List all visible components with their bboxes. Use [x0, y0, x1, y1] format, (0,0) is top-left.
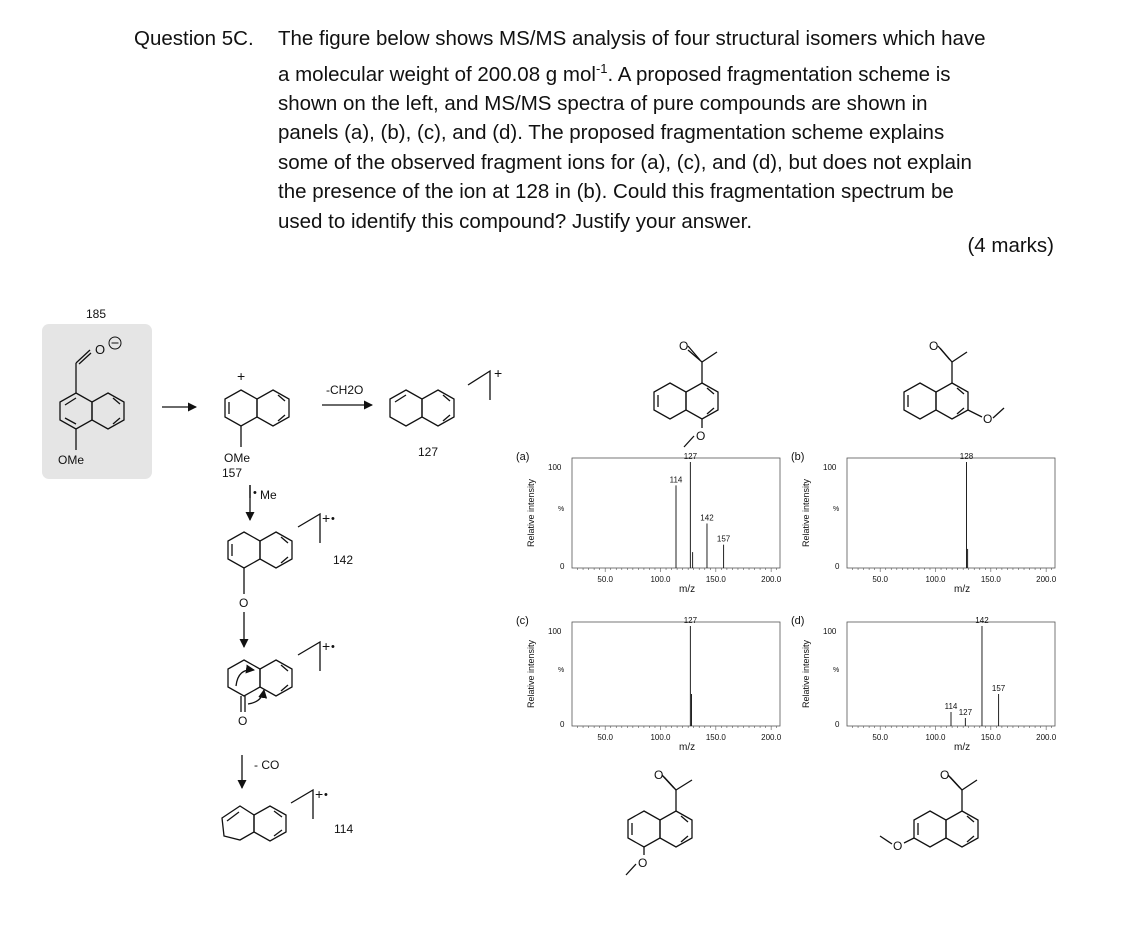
- precursor-mass-label: 185: [86, 307, 107, 321]
- question-marks: (4 marks): [967, 234, 1054, 257]
- peak-label: 127: [958, 708, 973, 717]
- x-tick-label: 50.0: [597, 733, 613, 742]
- y-axis-label: Relative intensity: [526, 639, 536, 709]
- question-label: Question 5C.: [134, 27, 254, 50]
- x-tick-label: 150.0: [705, 733, 726, 742]
- radical-dot-rearranged: •: [331, 641, 335, 653]
- question-line-2-end: . A proposed fragmentation scheme is: [607, 62, 951, 86]
- ion-142-charge: +: [322, 510, 331, 526]
- precursor-ome-label: OMe: [58, 453, 85, 467]
- ion-142-oxygen: O: [239, 596, 249, 610]
- isomer-a-ether-oxygen: O: [696, 429, 706, 443]
- y-tick-0: 0: [835, 720, 840, 729]
- x-tick-label: 200.0: [761, 733, 782, 742]
- spectrum-b: [791, 451, 1057, 595]
- x-tick-label: 100.0: [925, 733, 946, 742]
- x-tick-label: 100.0: [925, 575, 946, 584]
- ion-127-charge: +: [494, 365, 503, 381]
- peak-label: 142: [700, 513, 714, 523]
- ion-rearranged-oxygen: O: [238, 714, 248, 728]
- panel-label: (a): [516, 451, 530, 463]
- ion-114-charge: +: [315, 786, 324, 802]
- isomer-c-ether-oxygen: O: [638, 856, 648, 870]
- x-tick-label: 50.0: [872, 575, 888, 584]
- panel-label: (b): [791, 451, 805, 463]
- isomer-a-oxygen: O: [679, 339, 689, 353]
- x-tick-label: 200.0: [761, 575, 782, 584]
- y-tick-percent: %: [833, 666, 840, 674]
- question-line-2-start: a molecular weight of 200.08 g mol: [278, 62, 596, 86]
- y-tick-percent: %: [558, 505, 565, 513]
- isomer-a-structure: [654, 339, 718, 447]
- x-axis-label: m/z: [954, 742, 971, 753]
- y-axis-label: Relative intensity: [801, 639, 811, 709]
- peak-label: 157: [716, 534, 731, 544]
- x-tick-label: 100.0: [650, 733, 671, 742]
- ion-127-structure: [390, 365, 502, 459]
- loss-co-label: - CO: [254, 758, 280, 772]
- spectrum-c: [516, 615, 782, 753]
- peak-label: 142: [975, 616, 989, 625]
- y-tick-percent: %: [558, 666, 565, 674]
- isomer-d-ether-oxygen: O: [893, 839, 903, 853]
- radical-dot-142: •: [331, 513, 335, 525]
- ion-127-mass: 127: [418, 445, 439, 459]
- question-line-4: panels (a), (b), (c), and (d). The proposed fragmentation scheme explains: [278, 121, 945, 145]
- question-line-6: the presence of the ion at 128 in (b). Could this fragmentation spectrum be: [278, 180, 954, 204]
- peak-label: 127: [683, 616, 698, 625]
- x-tick-label: 150.0: [980, 575, 1001, 584]
- y-tick-0: 0: [560, 562, 565, 571]
- y-tick-0: 0: [835, 562, 840, 571]
- ion-127-bracket: [468, 371, 490, 400]
- x-axis-label: m/z: [679, 584, 696, 595]
- y-axis-label: Relative intensity: [526, 478, 536, 548]
- ion-157-structure: [222, 368, 289, 480]
- y-tick-100: 100: [548, 463, 562, 472]
- y-tick-100: 100: [823, 463, 837, 472]
- ion-114-mass: 114: [334, 822, 354, 836]
- plot-frame: [847, 458, 1055, 568]
- isomer-b-ether-oxygen: O: [983, 412, 993, 426]
- peak-label: 127: [683, 452, 698, 461]
- x-tick-label: 200.0: [1036, 733, 1057, 742]
- x-tick-label: 50.0: [872, 733, 888, 742]
- panel-label: (c): [516, 615, 529, 627]
- peak-label: 114: [944, 702, 958, 711]
- isomer-d-structure: [880, 768, 978, 853]
- ion-rearranged-bracket: [298, 642, 320, 671]
- peak-label: 157: [991, 684, 1006, 693]
- question-line-1: The figure below shows MS/MS analysis of four structural isomers which have: [278, 27, 986, 50]
- loss-ch2o-label: -CH2O: [326, 383, 364, 397]
- fragmentation-scheme: [42, 307, 502, 841]
- x-tick-label: 50.0: [597, 575, 613, 584]
- y-tick-100: 100: [548, 627, 562, 636]
- radical-dot-me: •: [253, 487, 257, 499]
- y-axis-label: Relative intensity: [801, 478, 811, 548]
- x-tick-label: 150.0: [980, 733, 1001, 742]
- spectrum-a: [516, 451, 782, 595]
- loss-me-label: Me: [260, 488, 277, 502]
- ion-114-structure: [222, 786, 353, 841]
- question-superscript: -1: [595, 60, 608, 76]
- ion-142-bracket: [298, 514, 320, 543]
- question-line-3: shown on the left, and MS/MS spectra of pure compounds are shown in: [278, 91, 928, 115]
- y-tick-0: 0: [560, 720, 565, 729]
- ion-142-mass: 142: [333, 553, 354, 567]
- ion-rearranged-charge: +: [322, 638, 331, 654]
- radical-dot-114: •: [324, 789, 328, 801]
- isomer-c-oxygen: O: [654, 768, 664, 782]
- plot-frame: [572, 622, 780, 726]
- curved-arrow-1: [236, 670, 254, 686]
- x-axis-label: m/z: [679, 742, 696, 753]
- ion-rearranged-structure: [228, 638, 335, 728]
- precursor-oxygen: O: [95, 342, 106, 357]
- spectrum-d: [791, 615, 1057, 753]
- ion-157-mass: 157: [222, 466, 243, 480]
- x-axis-label: m/z: [954, 584, 971, 595]
- y-tick-100: 100: [823, 627, 837, 636]
- x-tick-label: 200.0: [1036, 575, 1057, 584]
- isomer-b-structure: [904, 339, 1004, 426]
- question-line-7: used to identify this compound? Justify your answer.: [278, 209, 753, 233]
- peak-label: 128: [959, 452, 974, 461]
- ion-157-charge: +: [237, 368, 246, 384]
- x-tick-label: 150.0: [705, 575, 726, 584]
- isomer-c-structure: [626, 768, 692, 875]
- ion-157-ome-label: OMe: [224, 451, 251, 465]
- panel-label: (d): [791, 615, 805, 627]
- y-tick-percent: %: [833, 505, 840, 513]
- ion-142-structure: [228, 510, 353, 610]
- peak-label: 114: [669, 475, 683, 485]
- ion-114-bracket: [291, 790, 313, 819]
- isomer-b-oxygen: O: [929, 339, 939, 353]
- isomer-d-oxygen: O: [940, 768, 950, 782]
- x-tick-label: 100.0: [650, 575, 671, 584]
- question-line-5: some of the observed fragment ions for (a), (c), and (d), but does not explain: [278, 150, 972, 174]
